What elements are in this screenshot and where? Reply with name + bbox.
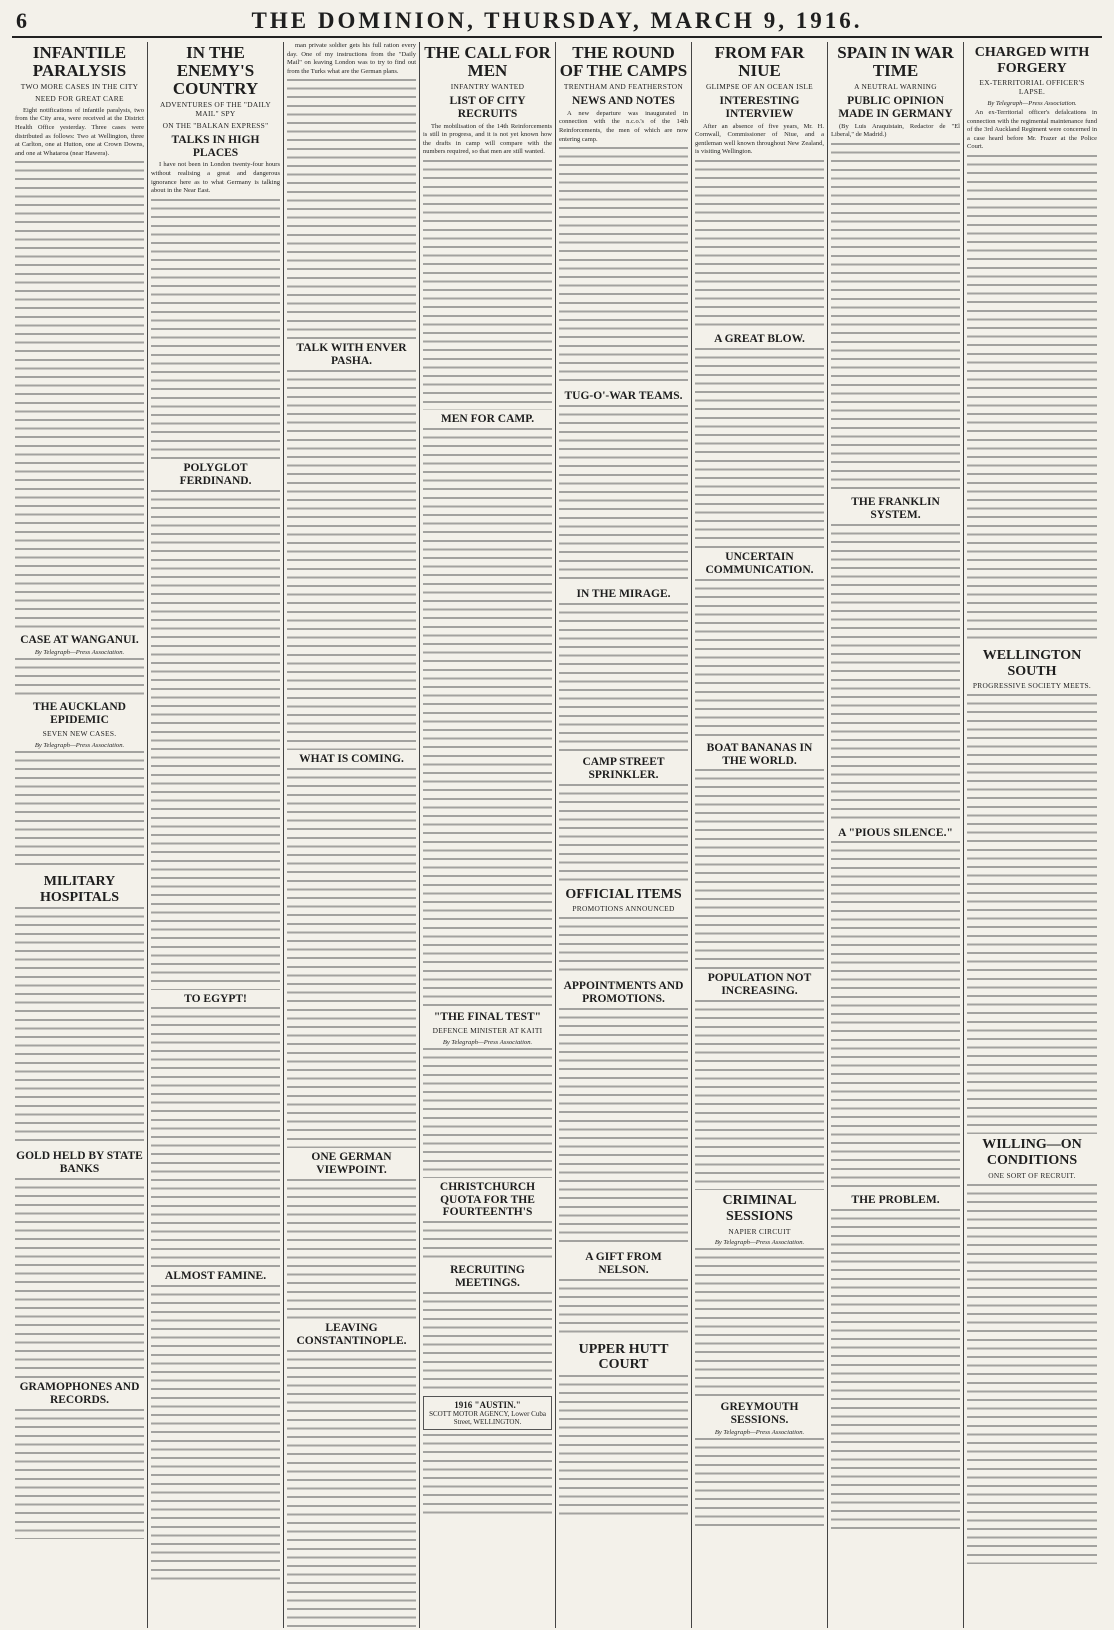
- headline: WILLING—ON CONDITIONS: [982, 1137, 1082, 1168]
- headline: THE PROBLEM.: [851, 1194, 940, 1207]
- article-paragraph: I have not been in London twenty-four hours without realising a great and dangerous ignorance here as to what Germany is talking about in the Near East.: [151, 161, 280, 195]
- body-text-block: [695, 1000, 824, 1190]
- headline: SPAIN IN WAR TIME: [837, 43, 954, 81]
- body-text-block: [695, 769, 824, 969]
- headline: "THE FINAL TEST": [433, 1010, 542, 1023]
- headline: CAMP STREET SPRINKLER.: [582, 755, 665, 781]
- article-paragraph: A new departure was inaugurated in connection with the n.c.o.'s of the 14th Reinforcements, the men of which are now entering camp.: [559, 109, 688, 143]
- subheading: TRENTHAM AND FEATHERSTON: [563, 82, 684, 92]
- ad-address: SCOTT MOTOR AGENCY, Lower Cuba Street, WELLINGTON.: [429, 1410, 546, 1427]
- headline: THE CALL FOR MEN: [424, 43, 551, 81]
- body-text-block: [559, 147, 688, 387]
- headline: WHAT IS COMING.: [299, 753, 404, 766]
- column-3: [284, 42, 420, 1628]
- advertisement: [423, 1396, 552, 1430]
- subheading: NEED FOR GREAT CARE: [35, 93, 124, 103]
- headline: POLYGLOT FERDINAND.: [179, 461, 252, 487]
- body-text-block: [695, 1438, 824, 1528]
- subheading: DEFENCE MINISTER AT KAITI: [432, 1025, 543, 1035]
- column-6: [692, 42, 828, 1628]
- column-4: [420, 42, 556, 1628]
- headline: TALKS IN HIGH PLACES: [171, 133, 260, 159]
- body-text-block: [559, 784, 688, 884]
- headline: THE AUCKLAND EPIDEMIC: [33, 701, 126, 727]
- subheading: PROMOTIONS ANNOUNCED: [572, 904, 675, 914]
- byline: By Telegraph—Press Association.: [34, 741, 125, 749]
- subheading: EX-TERRITORIAL OFFICER'S LAPSE.: [979, 78, 1085, 97]
- headline: MEN FOR CAMP.: [440, 413, 535, 426]
- headline: TUG-O'-WAR TEAMS.: [564, 390, 683, 403]
- subheading: NAPIER CIRCUIT: [728, 1226, 791, 1236]
- subheading: A NEUTRAL WARNING: [854, 82, 937, 92]
- body-text-block: [287, 79, 416, 339]
- headline: UNCERTAIN COMMUNICATION.: [705, 550, 814, 576]
- body-text-block: [831, 524, 960, 824]
- article-paragraph: An ex-Territorial officer's defalcations in connection with the regimental maintenance fund of the 3rd Auckland Regiment were concerned in a case heard before Mr. Frazer at the Police Court.: [967, 109, 1097, 151]
- column-8: [964, 42, 1100, 1628]
- article-paragraph: Eight notifications of infantile paralysis, two from the City area, were received at the District Health Office yesterday. Three cases were distributed as follows: Two at Wellington, three at Carlton, one at Hutton, one at Crown Downs, and one at Whataroa (near Hawera).: [15, 106, 144, 157]
- masthead: [12, 8, 1102, 38]
- headline: A GIFT FROM NELSON.: [585, 1250, 662, 1276]
- body-text-block: [695, 579, 824, 739]
- body-text-block: [287, 1350, 416, 1629]
- body-text-block: [831, 1209, 960, 1529]
- body-text-block: [695, 160, 824, 330]
- body-text-block: [967, 1184, 1097, 1564]
- body-text-block: [695, 1248, 824, 1398]
- headline: IN THE ENEMY'S COUNTRY: [172, 43, 259, 99]
- headline: OFFICIAL ITEMS: [565, 886, 682, 902]
- headline: WELLINGTON SOUTH: [982, 648, 1082, 679]
- article-paragraph: man private soldier gets his full ration every day. One of my instructions from the "Daily Mail" on leaving London was to try to find out from the Turks what are the German plans.: [287, 42, 416, 75]
- body-text-block: [423, 1048, 552, 1178]
- body-text-block: [559, 405, 688, 585]
- headline: GRAMOPHONES AND RECORDS.: [19, 1380, 140, 1406]
- headline: TO EGYPT!: [184, 992, 247, 1005]
- headline: ONE GERMAN VIEWPOINT.: [311, 1151, 392, 1176]
- article-paragraph: After an absence of five years, Mr. H. Cornwall, Commissioner of Niue, and a gentleman well known throughout New Zealand, is visiting Wellington.: [695, 122, 824, 156]
- body-text-block: [151, 490, 280, 990]
- headline: ALMOST FAMINE.: [164, 1270, 267, 1283]
- subheading: TWO MORE CASES IN THE CITY: [20, 82, 139, 92]
- headline: GREYMOUTH SESSIONS.: [720, 1401, 799, 1427]
- headline: A GREAT BLOW.: [714, 333, 805, 346]
- subheading: SEVEN NEW CASES.: [42, 728, 117, 738]
- body-text-block: [423, 1221, 552, 1261]
- headline: CRIMINAL SESSIONS: [722, 1193, 797, 1224]
- column-5: [556, 42, 692, 1628]
- body-text-block: [15, 1409, 144, 1539]
- headline: A "PIOUS SILENCE.": [838, 826, 953, 839]
- headline: THE FRANKLIN SYSTEM.: [851, 495, 940, 521]
- page-number: 6: [16, 8, 27, 33]
- newspaper-title: THE DOMINION, THURSDAY, MARCH 9, 1916.: [251, 8, 863, 33]
- article-paragraph: The mobilisation of the 14th Reinforcements is still in progress, and it is not yet known how the drafts in camp will compare with the numbers required, so that men are still wanted.: [423, 122, 552, 156]
- byline: By Telegraph—Press Association.: [714, 1429, 805, 1437]
- headline: IN THE MIRAGE.: [576, 588, 671, 601]
- body-text-block: [967, 694, 1097, 1134]
- body-text-block: [287, 1179, 416, 1319]
- body-text-block: [423, 428, 552, 1008]
- body-text-block: [831, 841, 960, 1191]
- headline: APPOINTMENTS AND PROMOTIONS.: [563, 980, 684, 1006]
- article-paragraph: (By Luis Araquistain, Redactor de "El Liberal," de Madrid.): [831, 122, 960, 139]
- column-7: [828, 42, 964, 1628]
- body-text-block: [831, 143, 960, 493]
- byline: By Telegraph—Press Association.: [714, 1239, 805, 1247]
- body-text-block: [423, 1434, 552, 1514]
- headline: CHARGED WITH FORGERY: [974, 45, 1090, 76]
- headline: RECRUITING MEETINGS.: [450, 1264, 525, 1290]
- headline: INFANTILE PARALYSIS: [32, 43, 127, 81]
- column-1: [12, 42, 148, 1628]
- body-text-block: [287, 370, 416, 750]
- body-text-block: [423, 1292, 552, 1392]
- headline: CHRISTCHURCH QUOTA FOR THE FOURTEENTH'S: [439, 1180, 536, 1219]
- headline: GOLD HELD BY STATE BANKS: [16, 1150, 143, 1176]
- body-text-block: [151, 1285, 280, 1585]
- ad-title: 1916 "AUSTIN.": [454, 1400, 521, 1411]
- body-text-block: [559, 917, 688, 977]
- headline: TALK WITH ENVER PASHA.: [296, 342, 407, 368]
- subheading: PROGRESSIVE SOCIETY MEETS.: [972, 681, 1092, 691]
- headline: UPPER HUTT COURT: [578, 1341, 669, 1373]
- byline: By Telegraph—Press Association.: [987, 100, 1077, 108]
- headline: LIST OF CITY RECRUITS: [449, 94, 526, 120]
- body-text-block: [15, 751, 144, 871]
- body-text-block: [15, 907, 144, 1147]
- headline: POPULATION NOT INCREASING.: [707, 972, 812, 998]
- body-text-block: [559, 1375, 688, 1515]
- byline: By Telegraph—Press Association.: [442, 1038, 533, 1046]
- headline: CASE AT WANGANUI.: [20, 634, 139, 647]
- body-text-block: [967, 155, 1097, 645]
- headline: THE ROUND OF THE CAMPS: [559, 43, 688, 81]
- byline: By Telegraph—Press Association.: [34, 649, 125, 657]
- body-text-block: [559, 1008, 688, 1248]
- headline: LEAVING CONSTANTINOPLE.: [296, 1321, 407, 1347]
- body-text-block: [15, 1178, 144, 1378]
- subheading: ONE SORT OF RECRUIT.: [988, 1170, 1076, 1180]
- body-text-block: [287, 768, 416, 1148]
- column-2: [148, 42, 284, 1628]
- headline: MILITARY HOSPITALS: [39, 873, 120, 905]
- body-text-block: [559, 603, 688, 753]
- columns: [12, 42, 1102, 1628]
- body-text-block: [423, 160, 552, 410]
- subheading: GLIMPSE OF AN OCEAN ISLE: [706, 82, 813, 92]
- headline: NEWS AND NOTES: [572, 94, 675, 107]
- body-text-block: [15, 161, 144, 631]
- subheading: ON THE "BALKAN EXPRESS": [162, 120, 269, 130]
- headline: BOAT BANANAS IN THE WORLD.: [706, 741, 813, 767]
- body-text-block: [695, 348, 824, 548]
- body-text-block: [559, 1279, 688, 1339]
- body-text-block: [151, 199, 280, 459]
- subheading: ADVENTURES OF THE "DAILY MAIL" SPY: [160, 100, 271, 118]
- body-text-block: [151, 1007, 280, 1267]
- subheading: INFANTRY WANTED: [450, 82, 525, 92]
- body-text-block: [15, 658, 144, 698]
- headline: INTERESTING INTERVIEW: [719, 94, 800, 120]
- headline: FROM FAR NIUE: [714, 43, 805, 81]
- headline: PUBLIC OPINION MADE IN GERMANY: [838, 94, 953, 120]
